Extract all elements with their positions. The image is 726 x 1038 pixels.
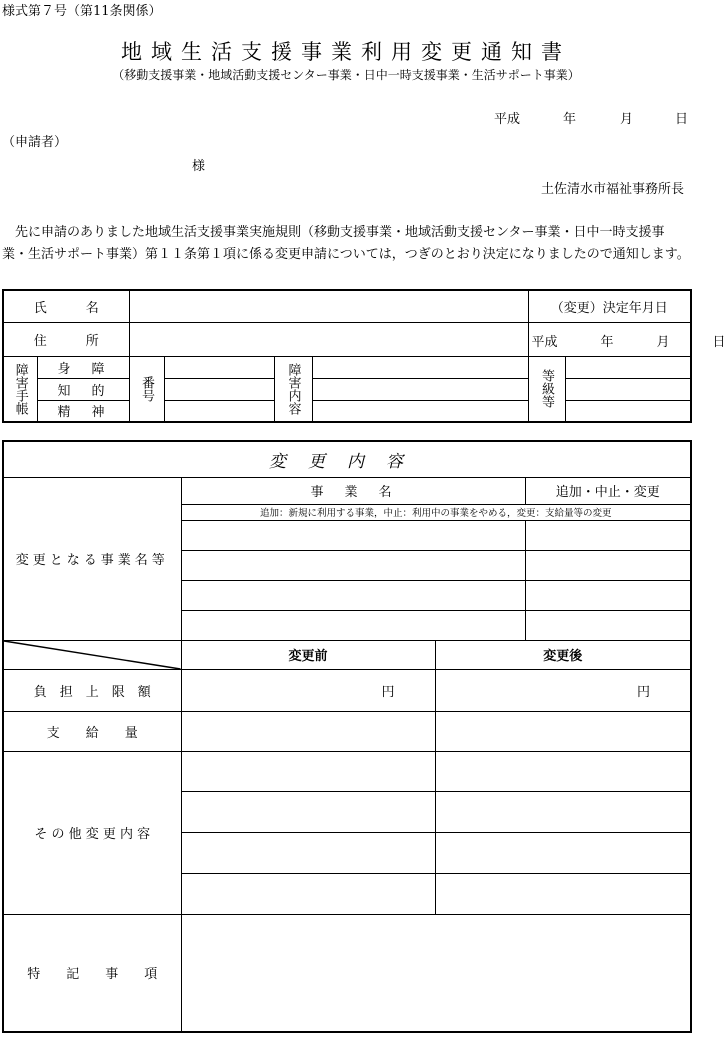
other-after-field-1[interactable] [435, 751, 691, 791]
name-label: 氏 名 [3, 290, 129, 322]
decision-era: 平成 [531, 335, 558, 350]
applicant-info-table [2, 289, 726, 423]
address-label: 住 所 [3, 322, 129, 356]
action-header: 追加・中止・変更 [525, 477, 691, 504]
remarks-label: 特 記 事 項 [3, 914, 181, 1032]
service-name-field-2[interactable] [181, 550, 525, 580]
copay-after-field[interactable] [435, 669, 691, 711]
action-note: 追加：新規に利用する事業，中止：利用中の事業をやめる，変更：支給量等の変更 [181, 504, 691, 520]
copay-label: 負 担 上 限 額 [3, 669, 181, 711]
disability-field-intellectual[interactable] [312, 378, 528, 400]
supply-after-field[interactable] [435, 711, 691, 751]
disability-field-physical[interactable] [312, 356, 528, 378]
honorific: 様 [192, 159, 206, 174]
action-field-2[interactable] [525, 550, 691, 580]
number-field-mental[interactable] [164, 400, 274, 422]
number-field-intellectual[interactable] [164, 378, 274, 400]
decision-date-field[interactable] [528, 322, 726, 356]
diagonal-corner-cell [3, 640, 181, 669]
change-details-table [2, 440, 692, 1033]
supply-before-field[interactable] [181, 711, 435, 751]
number-field-physical[interactable] [164, 356, 274, 378]
other-after-field-4[interactable] [435, 873, 691, 914]
other-changes-label: そ の 他 変 更 内 容 [3, 751, 181, 914]
service-name-header: 事 業 名 [181, 477, 525, 504]
date-month: 月 [620, 112, 634, 127]
action-field-4[interactable] [525, 610, 691, 640]
disability-label: 障害内容 [274, 356, 312, 422]
decision-month: 月 [656, 335, 670, 350]
action-field-1[interactable] [525, 520, 691, 550]
action-field-3[interactable] [525, 580, 691, 610]
document-subtitle: （移動支援事業・地域活動支援センター事業・日中一時支援事業・生活サポート事業） [112, 68, 580, 82]
grade-field-intellectual[interactable] [565, 378, 691, 400]
after-header: 変更後 [435, 640, 691, 669]
mental-label: 精 神 [37, 400, 129, 422]
other-before-field-3[interactable] [181, 832, 435, 873]
number-label: 番号 [129, 356, 164, 422]
grade-field-physical[interactable] [565, 356, 691, 378]
decision-date-label: （変更）決定年月日 [528, 290, 691, 322]
service-row-label: 変更となる事業名等 [3, 477, 181, 640]
decision-day: 日 [712, 335, 726, 350]
diagonal-line [4, 641, 181, 669]
handbook-label: 障害手帳 [3, 356, 37, 422]
copay-before-field[interactable] [181, 669, 435, 711]
other-before-field-4[interactable] [181, 873, 435, 914]
physical-label: 身 障 [37, 356, 129, 378]
other-after-field-3[interactable] [435, 832, 691, 873]
address-field[interactable] [129, 322, 528, 356]
change-heading: 変更内容 [3, 441, 691, 477]
other-before-field-2[interactable] [181, 791, 435, 832]
grade-label: 等級等 [528, 356, 565, 422]
other-after-field-2[interactable] [435, 791, 691, 832]
service-name-field-1[interactable] [181, 520, 525, 550]
remarks-field[interactable] [181, 914, 691, 1032]
grade-field-mental[interactable] [565, 400, 691, 422]
other-before-field-1[interactable] [181, 751, 435, 791]
notice-body: 先に申請のありました地域生活支援事業実施規則（移動支援事業・地域活動支援センター事業・日中一時支援事業・生活サポート事業）第１１条第１項に係る変更申請については，つぎのとおり決定になりましたので通知します。 [2, 225, 690, 262]
intellectual-label: 知 的 [37, 378, 129, 400]
service-name-field-3[interactable] [181, 580, 525, 610]
supply-label: 支 給 量 [3, 711, 181, 751]
issuer-name: 土佐清水市福祉事務所長 [540, 182, 684, 197]
date-day: 日 [675, 112, 689, 127]
form-number: 様式第７号（第11条関係） [2, 4, 162, 19]
date-era: 平成 [494, 112, 521, 127]
name-field[interactable] [129, 290, 528, 322]
document-title: 地域生活支援事業利用変更通知書 [121, 40, 571, 64]
yen-before: 円 [381, 684, 395, 700]
decision-year: 年 [600, 335, 614, 350]
before-header: 変更前 [181, 640, 435, 669]
service-name-field-4[interactable] [181, 610, 525, 640]
disability-field-mental[interactable] [312, 400, 528, 422]
date-year: 年 [563, 112, 577, 127]
yen-after: 円 [636, 684, 650, 700]
applicant-label: （申請者） [2, 135, 68, 150]
